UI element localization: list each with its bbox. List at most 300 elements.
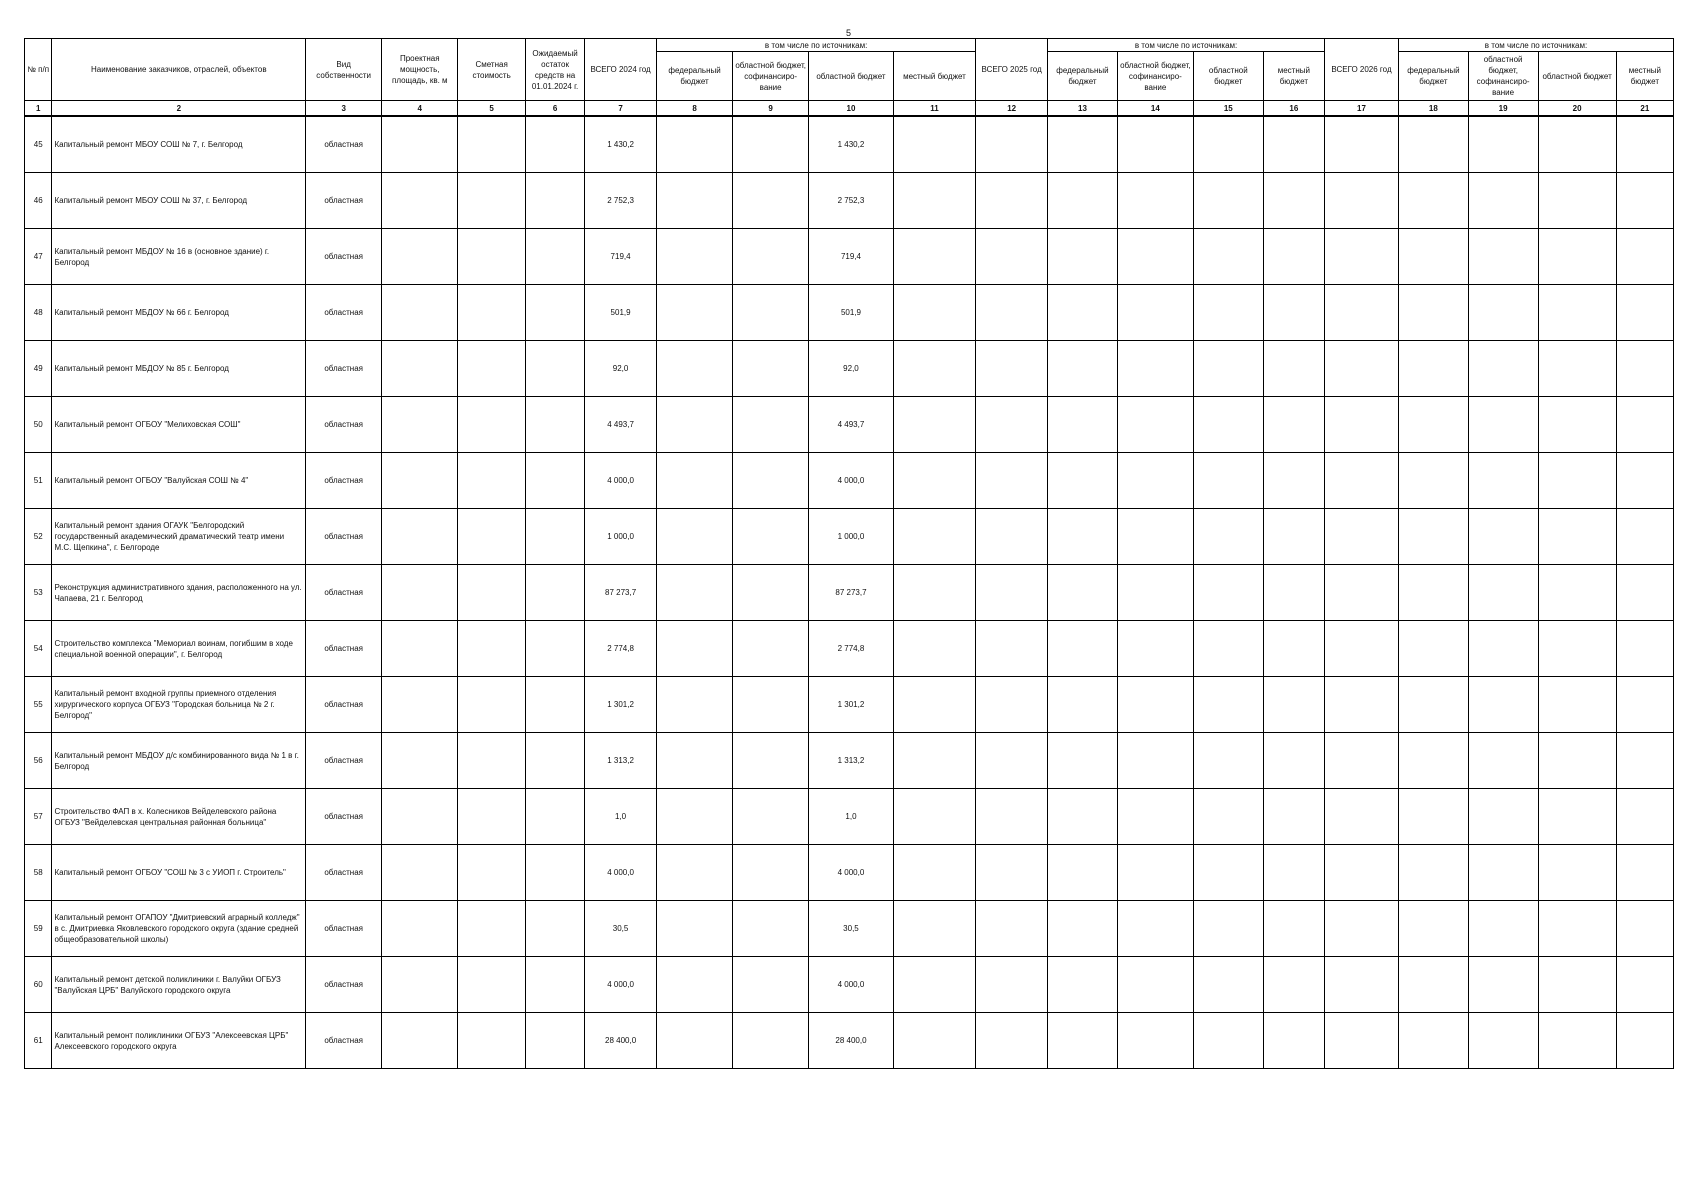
empty-cell [1468,453,1538,509]
empty-cell [733,845,809,901]
empty-cell [382,677,458,733]
column-number: 1 [25,101,52,117]
total-2024-value: 1,0 [585,789,657,845]
header-regional: областной бюджет [1193,52,1263,101]
empty-cell [1616,1013,1673,1069]
ownership-type: областная [306,789,382,845]
column-number: 7 [585,101,657,117]
empty-cell [976,565,1048,621]
empty-cell [976,229,1048,285]
empty-cell [1468,845,1538,901]
total-2024-value: 4 000,0 [585,453,657,509]
empty-cell [976,116,1048,173]
table-row [25,957,1674,1013]
empty-cell [1538,845,1616,901]
empty-cell [976,453,1048,509]
empty-cell [1616,285,1673,341]
header-sources-2026: в том числе по источникам: [1399,39,1674,52]
object-name: Капитальный ремонт МБОУ СОШ № 37, г. Белгород [52,173,306,229]
empty-cell [1399,789,1469,845]
regional-2024-value: 2 752,3 [809,173,894,229]
empty-cell [657,509,733,565]
column-number: 21 [1616,101,1673,117]
header-name: Наименование заказчиков, отраслей, объектов [52,39,306,101]
empty-cell [1263,733,1324,789]
empty-cell [893,509,975,565]
empty-cell [976,341,1048,397]
table-row [25,397,1674,453]
empty-cell [1263,677,1324,733]
empty-cell [1616,341,1673,397]
empty-cell [733,565,809,621]
empty-cell [1193,397,1263,453]
table-row [25,565,1674,621]
empty-cell [525,397,584,453]
empty-cell [893,397,975,453]
object-name: Капитальный ремонт ОГАПОУ "Дмитриевский аграрный колледж" в с. Дмитриевка Яковлевского городского округа (здание средней общеобразовательной школы) [52,901,306,957]
empty-cell [525,173,584,229]
column-number: 13 [1048,101,1118,117]
ownership-type: областная [306,1013,382,1069]
empty-cell [525,229,584,285]
empty-cell [525,677,584,733]
empty-cell [1616,565,1673,621]
empty-cell [1263,116,1324,173]
header-ownership: Вид собственности [306,39,382,101]
empty-cell [458,565,526,621]
empty-cell [657,789,733,845]
object-name: Капитальный ремонт ОГБОУ "СОШ № 3 с УИОП г. Строитель" [52,845,306,901]
empty-cell [382,509,458,565]
row-number: 57 [25,789,52,845]
header-regional: областной бюджет [1538,52,1616,101]
empty-cell [1263,285,1324,341]
empty-cell [1468,341,1538,397]
total-2024-value: 1 430,2 [585,116,657,173]
table-row [25,116,1674,173]
empty-cell [657,621,733,677]
empty-cell [976,901,1048,957]
empty-cell [1193,845,1263,901]
regional-2024-value: 30,5 [809,901,894,957]
empty-cell [1193,733,1263,789]
table-row [25,453,1674,509]
header-remainder: Ожидаемый остаток средств на 01.01.2024 г. [525,39,584,101]
empty-cell [893,565,975,621]
empty-cell [1468,677,1538,733]
regional-2024-value: 1,0 [809,789,894,845]
ownership-type: областная [306,957,382,1013]
empty-cell [525,341,584,397]
empty-cell [1399,285,1469,341]
empty-cell [1468,509,1538,565]
empty-cell [657,397,733,453]
empty-cell [1538,621,1616,677]
column-number: 15 [1193,101,1263,117]
empty-cell [458,621,526,677]
empty-cell [1325,1013,1399,1069]
empty-cell [1538,229,1616,285]
empty-cell [733,677,809,733]
empty-cell [1468,733,1538,789]
header-local: местный бюджет [1616,52,1673,101]
total-2024-value: 4 000,0 [585,957,657,1013]
table-row [25,789,1674,845]
regional-2024-value: 2 774,8 [809,621,894,677]
empty-cell [1263,173,1324,229]
row-number: 45 [25,116,52,173]
empty-cell [1538,789,1616,845]
column-number: 5 [458,101,526,117]
empty-cell [657,565,733,621]
empty-cell [458,509,526,565]
empty-cell [525,116,584,173]
regional-2024-value: 501,9 [809,285,894,341]
empty-cell [1468,397,1538,453]
empty-cell [1263,509,1324,565]
row-number: 47 [25,229,52,285]
header-regional: областной бюджет [809,52,894,101]
table-row [25,1013,1674,1069]
header-total-2024: ВСЕГО 2024 год [585,39,657,101]
empty-cell [1263,229,1324,285]
empty-cell [893,621,975,677]
empty-cell [1538,173,1616,229]
empty-cell [733,733,809,789]
empty-cell [1117,565,1193,621]
empty-cell [657,957,733,1013]
header-num: № п/п [25,39,52,101]
empty-cell [1399,1013,1469,1069]
column-number: 14 [1117,101,1193,117]
total-2024-value: 4 493,7 [585,397,657,453]
empty-cell [1117,845,1193,901]
table-row [25,845,1674,901]
empty-cell [1193,509,1263,565]
empty-cell [1325,621,1399,677]
header-local: местный бюджет [893,52,975,101]
empty-cell [1193,229,1263,285]
empty-cell [1117,1013,1193,1069]
object-name: Капитальный ремонт МБОУ СОШ № 7, г. Белгород [52,116,306,173]
empty-cell [657,845,733,901]
empty-cell [1616,453,1673,509]
empty-cell [1048,509,1118,565]
empty-cell [1117,397,1193,453]
empty-cell [893,285,975,341]
empty-cell [458,957,526,1013]
empty-cell [525,509,584,565]
column-number: 2 [52,101,306,117]
empty-cell [976,789,1048,845]
empty-cell [525,565,584,621]
regional-2024-value: 87 273,7 [809,565,894,621]
empty-cell [1325,957,1399,1013]
table-row [25,341,1674,397]
empty-cell [1048,1013,1118,1069]
ownership-type: областная [306,845,382,901]
row-number: 50 [25,397,52,453]
empty-cell [458,789,526,845]
ownership-type: областная [306,901,382,957]
regional-2024-value: 4 493,7 [809,397,894,453]
empty-cell [1193,453,1263,509]
ownership-type: областная [306,229,382,285]
empty-cell [1616,901,1673,957]
empty-cell [1325,789,1399,845]
empty-cell [1263,565,1324,621]
object-name: Капитальный ремонт МБДОУ № 66 г. Белгород [52,285,306,341]
empty-cell [1616,677,1673,733]
regional-2024-value: 1 301,2 [809,677,894,733]
empty-cell [382,845,458,901]
empty-cell [976,621,1048,677]
empty-cell [976,1013,1048,1069]
empty-cell [1117,621,1193,677]
empty-cell [1538,901,1616,957]
empty-cell [1117,453,1193,509]
empty-cell [1325,285,1399,341]
header-capacity: Проектная мощность, площадь, кв. м [382,39,458,101]
ownership-type: областная [306,453,382,509]
row-number: 48 [25,285,52,341]
table-row [25,677,1674,733]
row-number: 51 [25,453,52,509]
header-total-2025: ВСЕГО 2025 год [976,39,1048,101]
empty-cell [458,285,526,341]
empty-cell [1193,901,1263,957]
header-sources-2024: в том числе по источникам: [657,39,976,52]
table-row [25,621,1674,677]
empty-cell [1468,173,1538,229]
empty-cell [1325,845,1399,901]
empty-cell [458,341,526,397]
empty-cell [657,341,733,397]
table-row [25,509,1674,565]
empty-cell [525,789,584,845]
object-name: Капитальный ремонт МБДОУ № 85 г. Белгород [52,341,306,397]
empty-cell [382,116,458,173]
row-number: 56 [25,733,52,789]
empty-cell [1399,173,1469,229]
header-regional-cofin: областной бюджет, софинансиро-вание [1117,52,1193,101]
column-number: 16 [1263,101,1324,117]
empty-cell [525,957,584,1013]
column-numbers-row [25,101,1674,117]
empty-cell [382,229,458,285]
empty-cell [1399,957,1469,1013]
empty-cell [1263,453,1324,509]
empty-cell [893,677,975,733]
empty-cell [525,1013,584,1069]
empty-cell [1193,677,1263,733]
column-number: 20 [1538,101,1616,117]
empty-cell [525,621,584,677]
empty-cell [1468,229,1538,285]
empty-cell [1616,733,1673,789]
empty-cell [1048,397,1118,453]
empty-cell [1468,901,1538,957]
empty-cell [657,453,733,509]
total-2024-value: 2 774,8 [585,621,657,677]
total-2024-value: 1 313,2 [585,733,657,789]
ownership-type: областная [306,565,382,621]
total-2024-value: 92,0 [585,341,657,397]
object-name: Капитальный ремонт детской поликлиники г. Валуйки ОГБУЗ "Валуйская ЦРБ" Валуйского городского округа [52,957,306,1013]
empty-cell [1048,285,1118,341]
ownership-type: областная [306,509,382,565]
empty-cell [1117,733,1193,789]
ownership-type: областная [306,397,382,453]
ownership-type: областная [306,285,382,341]
empty-cell [1399,845,1469,901]
empty-cell [1263,901,1324,957]
empty-cell [657,229,733,285]
empty-cell [458,1013,526,1069]
total-2024-value: 719,4 [585,229,657,285]
total-2024-value: 30,5 [585,901,657,957]
empty-cell [733,621,809,677]
total-2024-value: 1 301,2 [585,677,657,733]
empty-cell [1616,621,1673,677]
row-number: 46 [25,173,52,229]
column-number: 9 [733,101,809,117]
empty-cell [893,901,975,957]
empty-cell [733,285,809,341]
empty-cell [976,733,1048,789]
empty-cell [1616,789,1673,845]
empty-cell [1399,397,1469,453]
empty-cell [1399,901,1469,957]
regional-2024-value: 1 000,0 [809,509,894,565]
empty-cell [733,397,809,453]
empty-cell [382,285,458,341]
total-2024-value: 1 000,0 [585,509,657,565]
column-number: 12 [976,101,1048,117]
table-row [25,285,1674,341]
empty-cell [1263,845,1324,901]
object-name: Капитальный ремонт поликлиники ОГБУЗ "Алексеевская ЦРБ" Алексеевского городского округа [52,1013,306,1069]
header-estimate: Сметная стоимость [458,39,526,101]
column-number: 11 [893,101,975,117]
empty-cell [1616,116,1673,173]
empty-cell [458,901,526,957]
empty-cell [1048,229,1118,285]
empty-cell [1193,341,1263,397]
column-number: 18 [1399,101,1469,117]
empty-cell [1263,789,1324,845]
empty-cell [1193,789,1263,845]
empty-cell [1325,453,1399,509]
column-number: 8 [657,101,733,117]
empty-cell [1117,285,1193,341]
empty-cell [893,957,975,1013]
empty-cell [893,845,975,901]
total-2024-value: 501,9 [585,285,657,341]
empty-cell [382,789,458,845]
empty-cell [1048,901,1118,957]
row-number: 52 [25,509,52,565]
empty-cell [733,509,809,565]
empty-cell [1538,565,1616,621]
empty-cell [893,341,975,397]
empty-cell [1538,285,1616,341]
empty-cell [382,565,458,621]
empty-cell [1468,957,1538,1013]
empty-cell [1325,733,1399,789]
empty-cell [1048,341,1118,397]
empty-cell [525,733,584,789]
empty-cell [382,397,458,453]
empty-cell [976,173,1048,229]
empty-cell [1048,621,1118,677]
column-number: 4 [382,101,458,117]
ownership-type: областная [306,116,382,173]
empty-cell [1193,116,1263,173]
row-number: 60 [25,957,52,1013]
empty-cell [657,116,733,173]
empty-cell [1117,116,1193,173]
total-2024-value: 2 752,3 [585,173,657,229]
empty-cell [976,677,1048,733]
empty-cell [1325,341,1399,397]
empty-cell [657,173,733,229]
object-name: Строительство ФАП в х. Колесников Вейделевского района ОГБУЗ "Вейделевская центральная районная больница" [52,789,306,845]
total-2024-value: 28 400,0 [585,1013,657,1069]
empty-cell [1048,845,1118,901]
empty-cell [733,229,809,285]
empty-cell [733,1013,809,1069]
ownership-type: областная [306,733,382,789]
empty-cell [1263,1013,1324,1069]
empty-cell [1325,397,1399,453]
column-number: 10 [809,101,894,117]
empty-cell [458,677,526,733]
header-regional-cofin: областной бюджет, софинансиро-вание [1468,52,1538,101]
empty-cell [1538,509,1616,565]
empty-cell [458,845,526,901]
empty-cell [733,901,809,957]
empty-cell [458,116,526,173]
empty-cell [893,229,975,285]
empty-cell [1468,565,1538,621]
empty-cell [733,116,809,173]
empty-cell [1048,789,1118,845]
regional-2024-value: 4 000,0 [809,453,894,509]
empty-cell [1048,733,1118,789]
object-name: Капитальный ремонт ОГБОУ "Валуйская СОШ № 4" [52,453,306,509]
ownership-type: областная [306,341,382,397]
empty-cell [525,845,584,901]
empty-cell [458,173,526,229]
empty-cell [976,285,1048,341]
empty-cell [657,677,733,733]
empty-cell [1538,116,1616,173]
empty-cell [1325,565,1399,621]
empty-cell [525,901,584,957]
table-row [25,733,1674,789]
empty-cell [458,733,526,789]
empty-cell [1468,789,1538,845]
empty-cell [458,453,526,509]
empty-cell [1193,957,1263,1013]
header-local: местный бюджет [1263,52,1324,101]
empty-cell [382,621,458,677]
empty-cell [1117,957,1193,1013]
empty-cell [1468,1013,1538,1069]
empty-cell [733,173,809,229]
empty-cell [1468,621,1538,677]
